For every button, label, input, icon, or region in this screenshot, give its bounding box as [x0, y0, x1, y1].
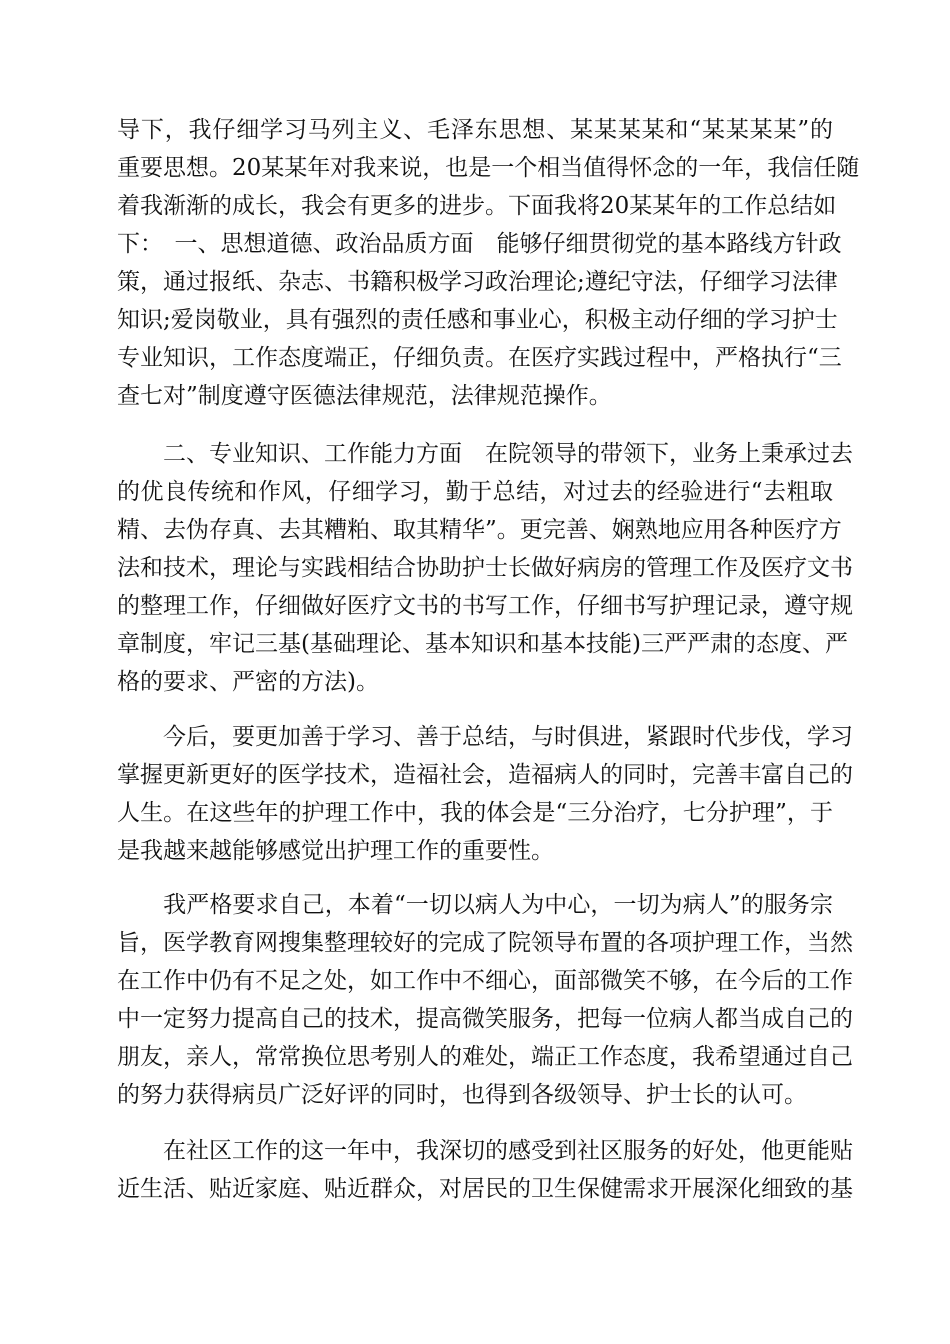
text-line: 二、专业知识、工作能力方面 在院领导的带领下，业务上秉承过去 [117, 441, 853, 467]
text-line: 旨，医学教育网搜集整理较好的完成了院领导布置的各项护理工作，当然 [117, 930, 853, 956]
text-line: 我严格要求自己，本着“一切以病人为中心，一切为病人”的服务宗 [117, 892, 833, 918]
text-line: 的整理工作，仔细做好医疗文书的书写工作，仔细书写护理记录，遵守规 [117, 593, 853, 619]
text-line: 格的要求、严密的方法)。 [117, 669, 379, 695]
text-line: 查七对”制度遵守医德法律规范，法律规范操作。 [117, 383, 612, 409]
text-line: 下： 一、思想道德、政治品质方面 能够仔细贯彻党的基本路线方针政 [117, 231, 842, 257]
paragraph-community [117, 1132, 853, 1208]
text-line: 导下，我仔细学习马列主义、毛泽东思想、某某某某和“某某某某”的 [117, 117, 833, 143]
text-line: 今后，要更加善于学习、善于总结，与时俱进，紧跟时代步伐，学习 [117, 724, 853, 750]
text-line: 近生活、贴近家庭、贴近群众，对居民的卫生保健需求开展深化细致的基 [117, 1176, 853, 1202]
text-line: 人生。在这些年的护理工作中，我的体会是“三分治疗，七分护理”，于 [117, 800, 833, 826]
text-line: 在工作中仍有不足之处，如工作中不细心，面部微笑不够，在今后的工作 [117, 968, 853, 994]
text-line: 法和技术，理论与实践相结合协助护士长做好病房的管理工作及医疗文书 [117, 555, 853, 581]
text-line: 专业知识，工作态度端正，仔细负责。在医疗实践过程中，严格执行“三 [117, 345, 842, 371]
text-line: 精、去伪存真、去其糟粕、取其精华”。更完善、娴熟地应用各种医疗方 [117, 517, 842, 543]
text-line: 的优良传统和作风，仔细学习，勤于总结，对过去的经验进行“去粗取 [117, 479, 833, 505]
text-line: 是我越来越能够感觉出护理工作的重要性。 [117, 838, 554, 864]
text-line: 的努力获得病员广泛好评的同时，也得到各级领导、护士长的认可。 [117, 1082, 807, 1108]
text-line: 策，通过报纸、杂志、书籍积极学习政治理论;遵纪守法，仔细学习法律 [117, 269, 838, 295]
paragraph-self-discipline [117, 886, 853, 1114]
paragraph-future [117, 718, 853, 870]
text-line: 朋友，亲人，常常换位思考别人的难处，端正工作态度，我希望通过自己 [117, 1044, 853, 1070]
text-line: 中一定努力提高自己的技术，提高微笑服务，把每一位病人都当成自己的 [117, 1006, 853, 1032]
text-line: 章制度，牢记三基(基础理论、基本知识和基本技能)三严严肃的态度、严 [117, 631, 848, 657]
text-line: 知识;爱岗敬业，具有强烈的责任感和事业心，积极主动仔细的学习护士 [117, 307, 838, 333]
paragraph-ideology [117, 111, 860, 415]
text-line: 着我渐渐的成长，我会有更多的进步。下面我将20某某年的工作总结如 [117, 193, 837, 219]
text-line: 在社区工作的这一年中，我深切的感受到社区服务的好处，他更能贴 [117, 1138, 853, 1164]
paragraph-professional-skills [117, 435, 853, 701]
text-line: 掌握更新更好的医学技术，造福社会，造福病人的同时，完善丰富自己的 [117, 762, 853, 788]
text-line: 重要思想。20某某年对我来说，也是一个相当值得怀念的一年，我信任随 [117, 155, 860, 181]
